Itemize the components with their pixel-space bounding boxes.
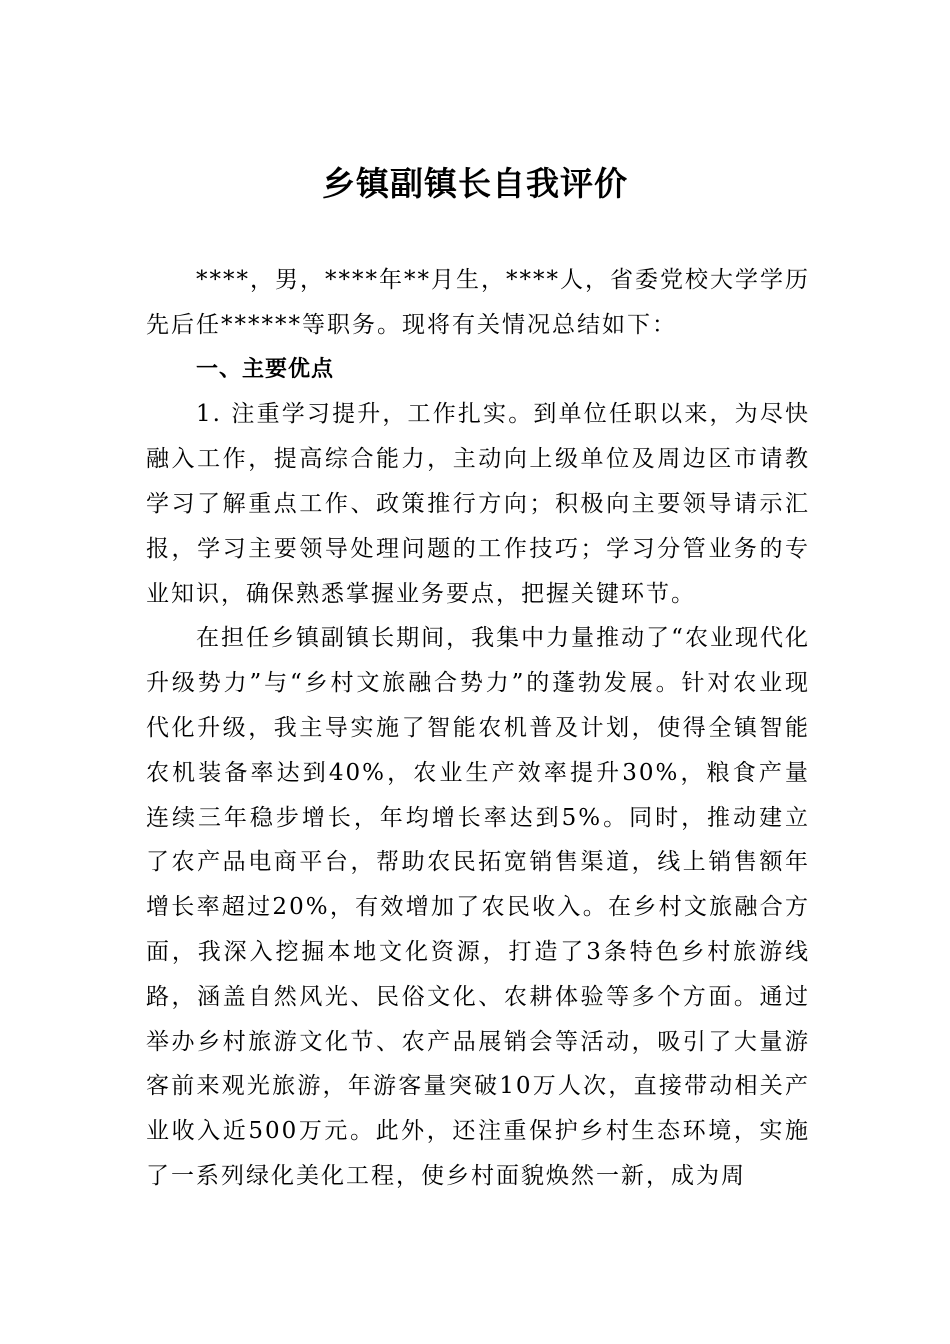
point-1-paragraph: 1. 注重学习提升，工作扎实。到单位任职以来，为尽快融入工作，提高综合能力，主动向上级单位及周边区市请教学习了解重点工作、政策推行方向；积极向主要领导请示汇报，学习主要领导处理问题的工作技巧；学习分管业务的专业知识，确保熟悉掌握业务要点，把握关键环节。 <box>146 401 810 607</box>
intro-paragraph: ****，男，****年**月生，****人，省委党校大学学历先后任******等职务。现将有关情况总结如下： <box>146 267 810 338</box>
document-body <box>146 258 810 1199</box>
document-title: 乡镇副镇长自我评价 <box>322 164 628 203</box>
section-heading: 一、主要优点 <box>196 356 335 382</box>
achievements-paragraph: 在担任乡镇副镇长期间，我集中力量推动了“农业现代化升级势力”与“乡村文旅融合势力”的蓬勃发展。针对农业现代化升级，我主导实施了智能农机普及计划，使得全镇智能农机装备率达到40%，农业生产效率提升30%，粮食产量连续三年稳步增长，年均增长率达到5%。同时，推动建立了农产品电商平台，帮助农民拓宽销售渠道，线上销售额年增长率超过20%，有效增加了农民收入。在乡村文旅融合方面，我深入挖掘本地文化资源，打造了3条特色乡村旅游线路，涵盖自然风光、民俗文化、农耕体验等多个方面。通过举办乡村旅游文化节、农产品展销会等活动，吸引了大量游客前来观光旅游，年游客量突破10万人次，直接带动相关产业收入近500万元。此外，还注重保护乡村生态环境，实施了一系列绿化美化工程，使乡村面貌焕然一新，成为周 <box>146 625 810 1189</box>
